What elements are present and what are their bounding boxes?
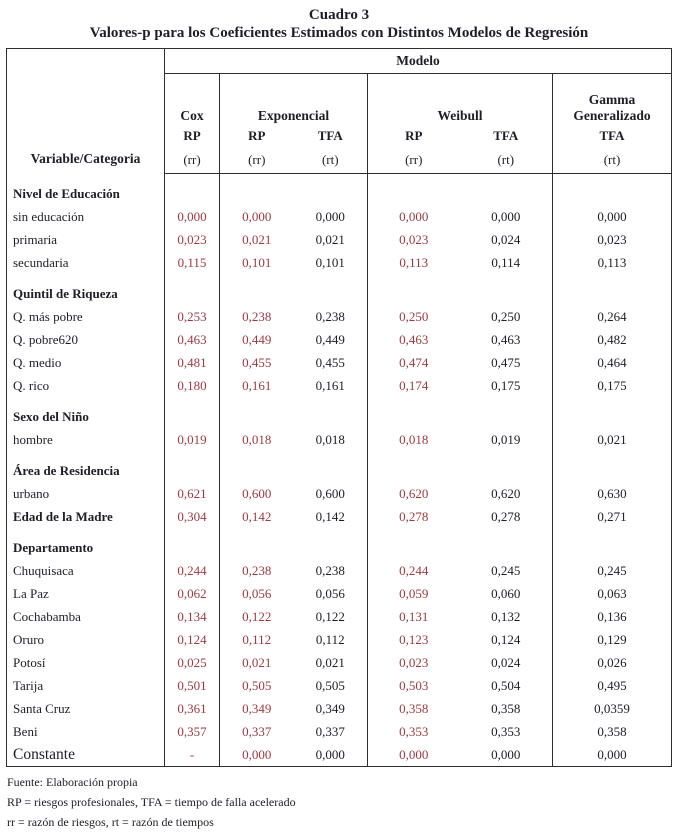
cell-value: 0,620	[491, 485, 521, 501]
group-header-weibull: Weibull	[368, 74, 553, 126]
cell-value: 0,621	[165, 482, 220, 505]
row-label: Beni	[13, 723, 38, 739]
cell-value: 0,161	[315, 377, 345, 393]
cell-value	[220, 274, 294, 305]
cell-value: 0,113	[553, 251, 672, 274]
cell-value: 0,620	[368, 482, 460, 505]
cell-value: 0,337	[220, 720, 294, 743]
cell-value: 0,495	[553, 674, 672, 697]
footnote-ratio-definitions: rr = razón de riesgos, rt = razón de tiempos	[7, 815, 214, 829]
table-row	[7, 528, 672, 559]
cell-value: 0,358	[368, 697, 460, 720]
cell-value: 0,161	[220, 374, 294, 397]
cell-value: 0,463	[165, 328, 220, 351]
cell-value: 0,124	[491, 631, 521, 647]
cell-value: 0,244	[368, 559, 460, 582]
row-label: Q. más pobre	[13, 308, 83, 324]
cell-value	[165, 397, 220, 428]
cell-value: 0,353	[368, 720, 460, 743]
cell-value: 0,353	[491, 723, 521, 739]
column-unit-cox-rr: (rr)	[165, 146, 220, 174]
cell-value	[294, 174, 368, 206]
cell-value: 0,123	[368, 628, 460, 651]
cell-value: 0,238	[220, 559, 294, 582]
table-body	[7, 174, 672, 767]
cell-value: 0,253	[165, 305, 220, 328]
cell-value: 0,463	[368, 328, 460, 351]
cell-value	[460, 451, 553, 482]
table-row	[7, 697, 672, 720]
cell-value: 0,361	[165, 697, 220, 720]
cell-value	[460, 174, 553, 206]
cell-value: 0,000	[315, 208, 345, 224]
cell-value	[368, 174, 460, 206]
cell-value: 0,000	[368, 205, 460, 228]
cell-value: 0,142	[315, 508, 345, 524]
cell-value: 0,449	[315, 331, 345, 347]
cell-value	[220, 528, 294, 559]
row-label: Q. medio	[13, 354, 62, 370]
cell-value: 0,124	[165, 628, 220, 651]
row-label: Q. rico	[13, 377, 50, 393]
cell-value: 0,600	[315, 485, 345, 501]
group-header-gamma-generalizado: Gamma Generalizado	[553, 74, 672, 126]
cell-value: 0,023	[165, 228, 220, 251]
cell-value: 0,023	[553, 228, 672, 251]
row-label: urbano	[13, 485, 50, 501]
table-row	[7, 397, 672, 428]
cell-value: 0,115	[165, 251, 220, 274]
column-unit-exp-rr: (rr)	[220, 146, 294, 174]
table-row	[7, 651, 672, 674]
cell-value	[294, 451, 368, 482]
column-unit-gamma-rt: (rt)	[553, 146, 672, 174]
cell-value: 0,056	[315, 585, 345, 601]
cell-value: 0,245	[491, 562, 521, 578]
cell-value: 0,062	[165, 582, 220, 605]
cell-value: 0,238	[315, 308, 345, 324]
group-header-exponencial: Exponencial	[220, 74, 368, 126]
cell-value	[368, 274, 460, 305]
cell-value: 0,021	[315, 231, 345, 247]
cell-value	[220, 397, 294, 428]
cell-value: 0,455	[220, 351, 294, 374]
cell-value: 0,337	[315, 723, 345, 739]
column-type-exp-tfa: TFA	[317, 127, 343, 143]
cell-value: 0,000	[491, 208, 521, 224]
cell-value: 0,112	[220, 628, 294, 651]
cell-value: 0,481	[165, 351, 220, 374]
row-label: Q. pobre620	[13, 331, 78, 347]
cell-value: 0,000	[553, 205, 672, 228]
cell-value: 0,505	[220, 674, 294, 697]
table-row	[7, 251, 672, 274]
table-header	[7, 49, 672, 174]
cell-value: 0,174	[368, 374, 460, 397]
row-label: Edad de la Madre	[13, 508, 113, 524]
pvalues-table	[6, 48, 672, 767]
cell-value: 0,245	[553, 559, 672, 582]
table-row	[7, 743, 672, 767]
cell-value: 0,455	[315, 354, 345, 370]
cell-value: 0,132	[491, 608, 521, 624]
table-row	[7, 482, 672, 505]
cell-value: 0,131	[368, 605, 460, 628]
cell-value: 0,0359	[553, 697, 672, 720]
cell-value: 0,349	[315, 700, 345, 716]
cell-value	[220, 174, 294, 206]
table-row	[7, 451, 672, 482]
cell-value: 0,023	[368, 228, 460, 251]
cell-value	[294, 274, 368, 305]
row-label: Quintil de Riqueza	[13, 286, 118, 301]
cell-value	[553, 274, 672, 305]
cell-value: 0,019	[165, 428, 220, 451]
table-row	[7, 559, 672, 582]
cell-value	[460, 397, 553, 428]
cell-value: 0,023	[368, 651, 460, 674]
cell-value: 0,463	[491, 331, 521, 347]
cell-value: 0,250	[368, 305, 460, 328]
table-row	[7, 720, 672, 743]
table-row	[7, 605, 672, 628]
table-row	[7, 174, 672, 206]
cell-value: 0,271	[553, 505, 672, 528]
cell-value: 0,021	[220, 228, 294, 251]
column-type-gamma-tfa: TFA	[553, 125, 672, 146]
cell-value	[553, 174, 672, 206]
cell-value: 0,000	[165, 205, 220, 228]
row-label: Área de Residencia	[13, 463, 120, 478]
table-caption-number: Cuadro 3	[308, 7, 370, 23]
cell-value: 0,021	[315, 654, 345, 670]
cell-value: 0,357	[165, 720, 220, 743]
cell-value: 0,112	[315, 631, 345, 647]
column-unit-wei-rr: (rr)	[368, 146, 460, 174]
column-type-wei-rp: RP	[368, 125, 460, 146]
cell-value	[165, 528, 220, 559]
column-type-wei-tfa: TFA	[493, 127, 519, 143]
cell-value: 0,175	[553, 374, 672, 397]
cell-value: 0,018	[368, 428, 460, 451]
group-header-cox: Cox	[165, 74, 220, 126]
cell-value: 0,180	[165, 374, 220, 397]
cell-value	[553, 528, 672, 559]
cell-value	[165, 451, 220, 482]
column-type-exp-rp: RP	[220, 125, 294, 146]
cell-value: 0,278	[368, 505, 460, 528]
cell-value	[368, 528, 460, 559]
cell-value: 0,475	[491, 354, 521, 370]
cell-value: 0,358	[491, 700, 521, 716]
cell-value: 0,122	[315, 608, 345, 624]
cell-value: 0,449	[220, 328, 294, 351]
cell-value: 0,021	[220, 651, 294, 674]
row-label: Constante	[13, 745, 75, 763]
cell-value: 0,278	[491, 508, 521, 524]
cell-value	[294, 528, 368, 559]
row-label: Chuquisaca	[13, 562, 74, 578]
row-label: Departamento	[13, 540, 94, 555]
cell-value: 0,101	[220, 251, 294, 274]
row-label: Sexo del Niño	[13, 409, 89, 424]
row-label: primaria	[13, 231, 58, 247]
cell-value	[553, 397, 672, 428]
row-label: La Paz	[13, 585, 49, 601]
table-row	[7, 674, 672, 697]
row-label: Oruro	[13, 631, 45, 647]
cell-value	[460, 274, 553, 305]
cell-value: 0,244	[165, 559, 220, 582]
cell-value	[220, 451, 294, 482]
row-label: hombre	[13, 431, 53, 447]
cell-value: 0,474	[368, 351, 460, 374]
cell-value: 0,019	[491, 431, 521, 447]
cell-value: 0,142	[220, 505, 294, 528]
row-label: Santa Cruz	[13, 700, 71, 716]
cell-value	[368, 451, 460, 482]
table-caption-title: Valores-p para los Coeficientes Estimados con Distintos Modelos de Regresión	[89, 25, 589, 41]
cell-value: 0,059	[368, 582, 460, 605]
cell-value: 0,505	[315, 677, 345, 693]
row-header-label: Variable/Categoria	[7, 49, 165, 174]
cell-value: 0,114	[491, 254, 521, 270]
cell-value: 0,122	[220, 605, 294, 628]
cell-value: 0,000	[220, 205, 294, 228]
cell-value: 0,000	[368, 743, 460, 767]
table-row	[7, 328, 672, 351]
table-row	[7, 274, 672, 305]
column-unit-wei-rt: (rt)	[460, 146, 553, 174]
cell-value: 0,134	[165, 605, 220, 628]
cell-value: 0,056	[220, 582, 294, 605]
cell-value: 0,026	[553, 651, 672, 674]
column-type-cox-rp: RP	[165, 125, 220, 146]
cell-value: 0,101	[315, 254, 345, 270]
footnote-abbreviations: RP = riesgos profesionales, TFA = tiempo de falla acelerado	[7, 795, 296, 809]
cell-value: 0,000	[553, 743, 672, 767]
cell-value: 0,060	[491, 585, 521, 601]
cell-value	[165, 174, 220, 206]
cell-value: 0,113	[368, 251, 460, 274]
table-row	[7, 351, 672, 374]
cell-value	[553, 451, 672, 482]
cell-value: 0,175	[491, 377, 521, 393]
model-header: Modelo	[165, 49, 672, 74]
cell-value: 0,504	[491, 677, 521, 693]
cell-value: 0,630	[553, 482, 672, 505]
cell-value: 0,600	[220, 482, 294, 505]
cell-value: 0,018	[220, 428, 294, 451]
table-row	[7, 628, 672, 651]
table-row	[7, 228, 672, 251]
cell-value: 0,024	[491, 654, 521, 670]
table-row	[7, 205, 672, 228]
cell-value	[165, 274, 220, 305]
row-label: Cochabamba	[13, 608, 81, 624]
cell-value	[294, 397, 368, 428]
row-label: Nivel de Educación	[13, 186, 120, 201]
row-label: Tarija	[13, 677, 44, 693]
table-row	[7, 582, 672, 605]
cell-value: 0,501	[165, 674, 220, 697]
cell-value: 0,238	[220, 305, 294, 328]
cell-value: 0,304	[165, 505, 220, 528]
cell-value: 0,000	[315, 746, 345, 762]
cell-value: 0,021	[553, 428, 672, 451]
cell-value: 0,264	[553, 305, 672, 328]
cell-value: 0,503	[368, 674, 460, 697]
cell-value: -	[165, 743, 220, 767]
cell-value: 0,000	[491, 746, 521, 762]
cell-value: 0,238	[315, 562, 345, 578]
table-row	[7, 428, 672, 451]
cell-value: 0,349	[220, 697, 294, 720]
cell-value: 0,018	[315, 431, 345, 447]
footnote-source: Fuente: Elaboración propia	[7, 775, 138, 789]
cell-value: 0,136	[553, 605, 672, 628]
row-label: Potosí	[13, 654, 46, 670]
cell-value	[460, 528, 553, 559]
cell-value: 0,000	[220, 743, 294, 767]
cell-value: 0,063	[553, 582, 672, 605]
column-unit-exp-rt: (rt)	[294, 146, 368, 174]
table-row	[7, 374, 672, 397]
cell-value: 0,024	[491, 231, 521, 247]
cell-value: 0,129	[553, 628, 672, 651]
cell-value	[368, 397, 460, 428]
cell-value: 0,358	[553, 720, 672, 743]
row-label: sin educación	[13, 208, 85, 224]
cell-value: 0,464	[553, 351, 672, 374]
row-label: secundaria	[13, 254, 69, 270]
table-row	[7, 505, 672, 528]
table-row	[7, 305, 672, 328]
cell-value: 0,482	[553, 328, 672, 351]
cell-value: 0,250	[491, 308, 521, 324]
cell-value: 0,025	[165, 651, 220, 674]
